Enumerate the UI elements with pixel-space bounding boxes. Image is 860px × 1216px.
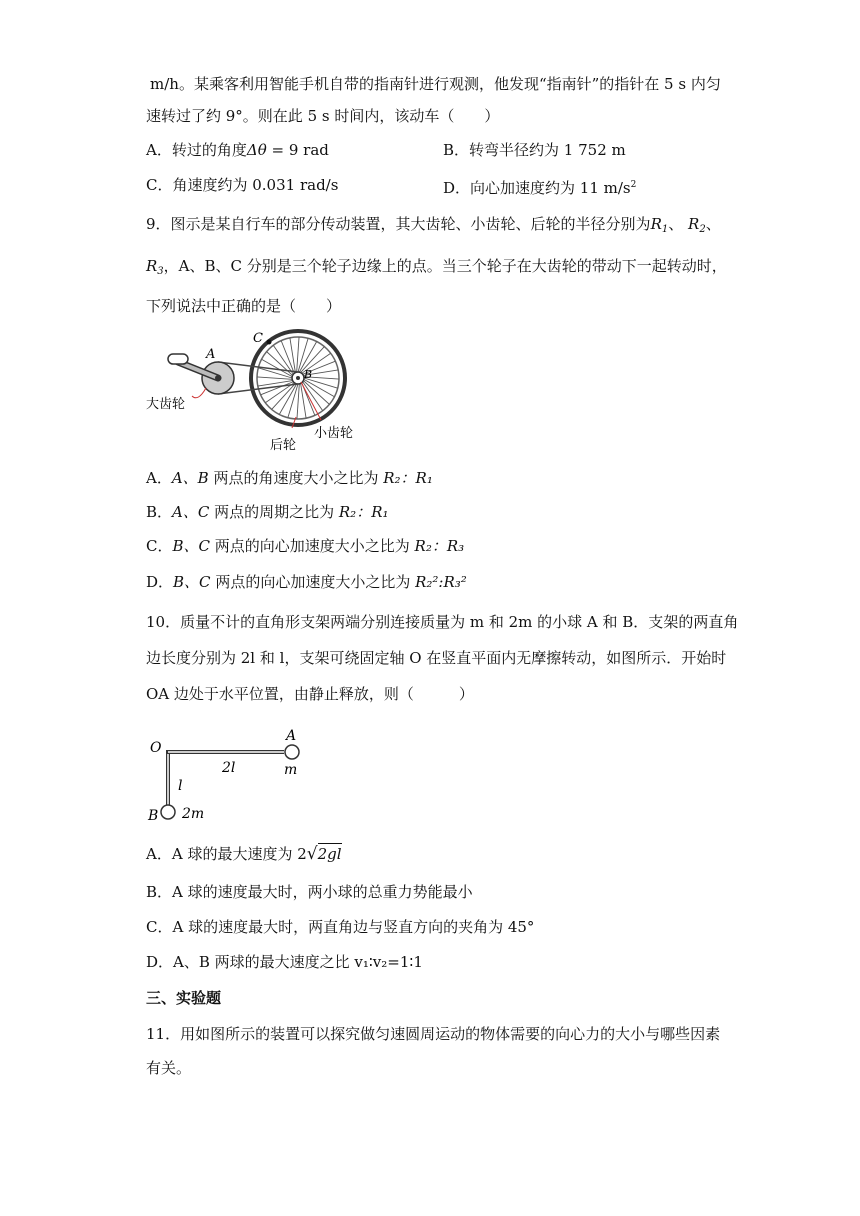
q9-option-a-text: 两点的角速度大小之比为 [208, 469, 384, 487]
q9-option-b-points: A、C [172, 503, 210, 521]
q9-line-2 [146, 256, 727, 282]
q8-option-a-letter: A． [146, 141, 172, 159]
ball-a [285, 745, 299, 759]
label-rear-wheel: 后轮 [270, 438, 297, 453]
q9-line-2-text: ，A、B、C 分别是三个轮子边缘上的点。当三个轮子在大齿轮的带动下一起转动时， [163, 257, 727, 275]
wheel-spoke [297, 384, 299, 419]
q9-option-b [146, 502, 389, 522]
wheel-spoke [281, 341, 294, 374]
wheel-spoke [304, 379, 335, 396]
q8-option-a [146, 140, 329, 160]
q10-option-a-sqrt: 2gl [317, 845, 342, 863]
section-title: 三、实验题 [146, 989, 222, 1007]
label-2m: 2m [182, 806, 205, 822]
label-b: B [148, 808, 159, 824]
q8-option-d [443, 175, 636, 198]
wheel-spoke [257, 377, 292, 379]
q8-option-d-text: D．向心加速度约为 11 m/s [443, 179, 631, 197]
q9-option-c-ratio: R₂：R₃ [414, 537, 465, 555]
q8-option-b: B．转弯半径约为 1 752 m [443, 141, 626, 159]
q10-option-b: B．A 球的速度最大时，两小球的总重力势能最小 [146, 883, 473, 901]
q9-option-c-letter: C． [146, 537, 173, 555]
q8-option-a-text: 转过的角度 [171, 141, 247, 159]
ball-b [161, 805, 175, 819]
q9-line-3: 下列说法中正确的是（ ） [146, 297, 342, 315]
q9-option-b-letter: B． [146, 503, 173, 521]
q9-r3-sub: 3 [157, 266, 164, 277]
q10-line-2: 边长度分别为 2l 和 l，支架可绕固定轴 O 在竖直平面内无摩擦转动，如图所示．开始时 [146, 649, 727, 667]
wheel-spoke [290, 338, 295, 373]
q10-option-a [146, 844, 342, 868]
q10-option-c: C．A 球的速度最大时，两直角边与竖直方向的夹角为 45° [146, 918, 535, 936]
sqrt-sign: √ [306, 844, 318, 864]
q9-option-d-text: 两点的向心加速度大小之比为 [210, 573, 416, 591]
label-a: A [206, 347, 216, 362]
big-gear-center [215, 375, 221, 381]
q9-option-b-ratio: R₂：R₁ [338, 503, 389, 521]
q9-option-c-text: 两点的向心加速度大小之比为 [210, 537, 415, 555]
label-2l: 2l [222, 760, 236, 776]
wheel-spoke [298, 338, 308, 372]
q9-option-d [146, 572, 467, 592]
q9-option-c [146, 536, 464, 556]
wheel-spoke [297, 337, 299, 372]
q9-sep-1: 、 [668, 215, 684, 233]
q9-r1-symbol: R [650, 215, 662, 233]
q9-option-a [146, 468, 433, 488]
wheel-spoke [279, 384, 296, 415]
label-small-gear: 小齿轮 [314, 426, 354, 441]
q9-option-c-points: B、C [172, 537, 210, 555]
q8-line-2: 速转过了约 9°。则在此 5 s 时间内，该动车（ ） [146, 107, 500, 125]
q10-line-3: OA 边处于水平位置，由静止释放，则（ ） [146, 685, 474, 703]
q10-option-a-text: A 球的最大速度为 2 [171, 845, 307, 863]
label-c: C [253, 331, 263, 346]
q9-r2-sub: 2 [699, 224, 706, 235]
q9-line-1 [146, 214, 721, 240]
q9-option-a-letter: A． [146, 469, 172, 487]
q10-option-d: D．A、B 两球的最大速度之比 v₁∶v₂=1∶1 [146, 953, 423, 971]
q11-line-1: 11．用如图所示的装置可以探究做匀速圆周运动的物体需要的向心力的大小与哪些因素 [146, 1025, 721, 1043]
q9-r2-symbol: R [688, 215, 700, 233]
leader-big-gear [192, 388, 206, 398]
q8-option-d-sup: 2 [630, 180, 637, 190]
label-l: l [178, 778, 183, 794]
q8-line-1: m/h。某乘客利用智能手机自带的指南针进行观测，他发现“指南针”的指针在 5 s 内匀 [150, 75, 721, 93]
q8-option-a-value: = 9 rad [266, 141, 329, 159]
q9-option-a-ratio: R₂：R₁ [383, 469, 433, 487]
wheel-spoke [301, 383, 306, 418]
label-a: A [286, 728, 297, 744]
bicycle-transmission-figure [146, 322, 356, 454]
wheel-spoke [303, 382, 323, 411]
q11-line-2: 有关。 [146, 1059, 192, 1077]
label-m: m [284, 762, 298, 778]
q9-r3-symbol: R [146, 257, 158, 275]
q10-line-1: 10．质量不计的直角形支架两端分别连接质量为 m 和 2m 的小球 A 和 B．支架的两直角 [146, 613, 739, 631]
q9-option-a-points: A、B [171, 469, 209, 487]
pedal [168, 354, 188, 364]
q9-option-d-ratio: R₂²:R₃² [415, 573, 467, 591]
wheel-spoke [288, 384, 298, 418]
q9-option-b-text: 两点的周期之比为 [209, 503, 339, 521]
label-big-gear: 大齿轮 [146, 397, 186, 412]
q9-r1-sub: 1 [661, 224, 669, 235]
q9-sep-2: 、 [705, 215, 721, 233]
q9-option-d-points: B、C [173, 573, 211, 591]
q9-line-1-text: 9．图示是某自行车的部分传动装置，其大齿轮、小齿轮、后轮的半径分别为 [146, 215, 651, 233]
point-c-dot [267, 340, 272, 345]
q8-option-c: C．角速度约为 0.031 rad/s [146, 176, 339, 194]
label-o: O [150, 740, 162, 756]
label-b: B [304, 368, 313, 381]
q9-option-d-letter: D． [146, 573, 174, 591]
q8-option-a-symbol: Δθ [246, 141, 267, 159]
hub-dot [296, 376, 300, 380]
bracket-figure [146, 724, 316, 826]
q10-option-a-letter: A． [146, 845, 172, 863]
